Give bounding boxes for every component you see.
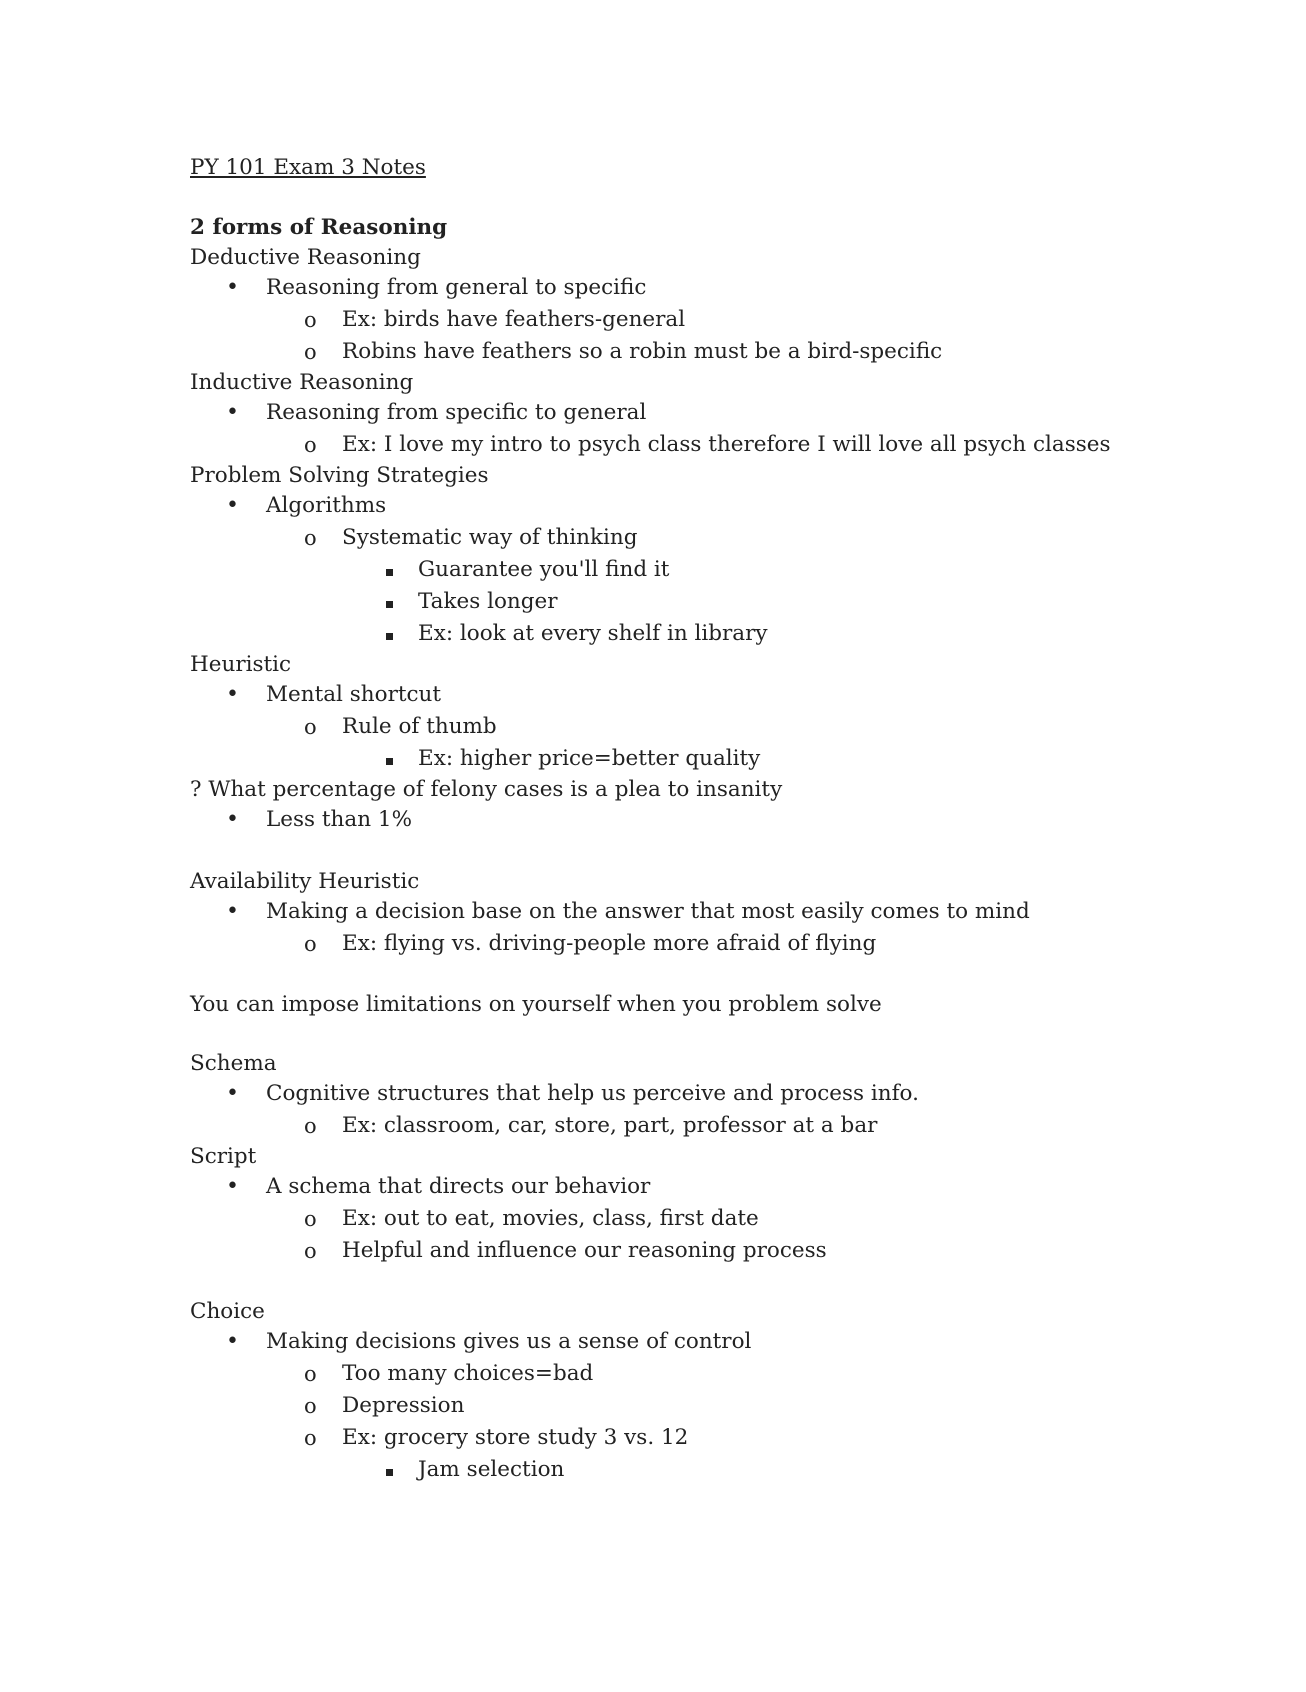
heading-line: 2 forms of Reasoning <box>190 215 448 240</box>
bullet-circle-icon <box>304 1204 317 1234</box>
bullet-circle-icon <box>304 430 317 460</box>
list-item: Reasoning from general to specific <box>266 275 647 300</box>
bullet-circle-icon <box>304 1391 317 1421</box>
list-item: Takes longer <box>418 589 558 614</box>
list-item: Reasoning from specific to general <box>266 400 647 425</box>
list-item: Ex: flying vs. driving-people more afraid of flying <box>342 931 877 956</box>
bullet-dot-icon <box>226 273 239 303</box>
list-item: Helpful and influence our reasoning process <box>342 1238 827 1263</box>
list-item: Ex: out to eat, movies, class, first date <box>342 1206 759 1231</box>
bullet-dot-icon <box>226 1327 239 1357</box>
bullet-dot-icon <box>226 680 239 710</box>
list-item: Ex: grocery store study 3 vs. 12 <box>342 1425 689 1450</box>
heading-line: ? What percentage of felony cases is a plea to insanity <box>190 777 783 802</box>
bullet-dot-icon <box>226 491 239 521</box>
heading-line: Choice <box>190 1299 265 1324</box>
list-item: Guarantee you'll find it <box>418 557 670 582</box>
bullet-circle-icon <box>304 305 317 335</box>
list-item: Mental shortcut <box>266 682 442 707</box>
bullet-dot-icon <box>226 398 239 428</box>
list-item: Jam selection <box>418 1457 565 1482</box>
bullet-dot-icon <box>226 1172 239 1202</box>
list-item: Making decisions gives us a sense of control <box>266 1329 752 1354</box>
bullet-circle-icon <box>304 929 317 959</box>
bullet-square-icon <box>386 744 393 774</box>
heading-line: Schema <box>190 1051 277 1076</box>
list-item: Ex: higher price=better quality <box>418 746 761 771</box>
list-item: Ex: look at every shelf in library <box>418 621 768 646</box>
list-item: Less than 1% <box>266 807 412 832</box>
list-item: Robins have feathers so a robin must be a bird-specific <box>342 339 943 364</box>
list-item: Ex: birds have feathers-general <box>342 307 686 332</box>
list-item: Too many choices=bad <box>342 1361 594 1386</box>
bullet-square-icon <box>386 587 393 617</box>
heading-line: Script <box>190 1144 257 1169</box>
bullet-circle-icon <box>304 1423 317 1453</box>
list-item: Ex: classroom, car, store, part, professor at a bar <box>342 1113 878 1138</box>
list-item: A schema that directs our behavior <box>266 1174 651 1199</box>
list-item: Rule of thumb <box>342 714 497 739</box>
list-item: Depression <box>342 1393 465 1418</box>
bullet-circle-icon <box>304 712 317 742</box>
bullet-circle-icon <box>304 337 317 367</box>
document-title: PY 101 Exam 3 Notes <box>190 155 426 180</box>
heading-line: You can impose limitations on yourself when you problem solve <box>190 992 882 1017</box>
bullet-circle-icon <box>304 523 317 553</box>
bullet-square-icon <box>386 619 393 649</box>
bullet-square-icon <box>386 1455 393 1485</box>
bullet-circle-icon <box>304 1359 317 1389</box>
list-item: Making a decision base on the answer that most easily comes to mind <box>266 899 1030 924</box>
bullet-dot-icon <box>226 805 239 835</box>
list-item: Systematic way of thinking <box>342 525 638 550</box>
heading-line: Availability Heuristic <box>190 869 420 894</box>
heading-line: Deductive Reasoning <box>190 245 421 270</box>
list-item: Cognitive structures that help us perceive and process info. <box>266 1081 919 1106</box>
heading-line: Problem Solving Strategies <box>190 463 489 488</box>
bullet-circle-icon <box>304 1236 317 1266</box>
list-item: Ex: I love my intro to psych class therefore I will love all psych classes <box>342 432 1111 457</box>
bullet-circle-icon <box>304 1111 317 1141</box>
bullet-dot-icon <box>226 897 239 927</box>
heading-line: Heuristic <box>190 652 292 677</box>
bullet-dot-icon <box>226 1079 239 1109</box>
heading-line: Inductive Reasoning <box>190 370 414 395</box>
list-item: Algorithms <box>266 493 387 518</box>
bullet-square-icon <box>386 555 393 585</box>
